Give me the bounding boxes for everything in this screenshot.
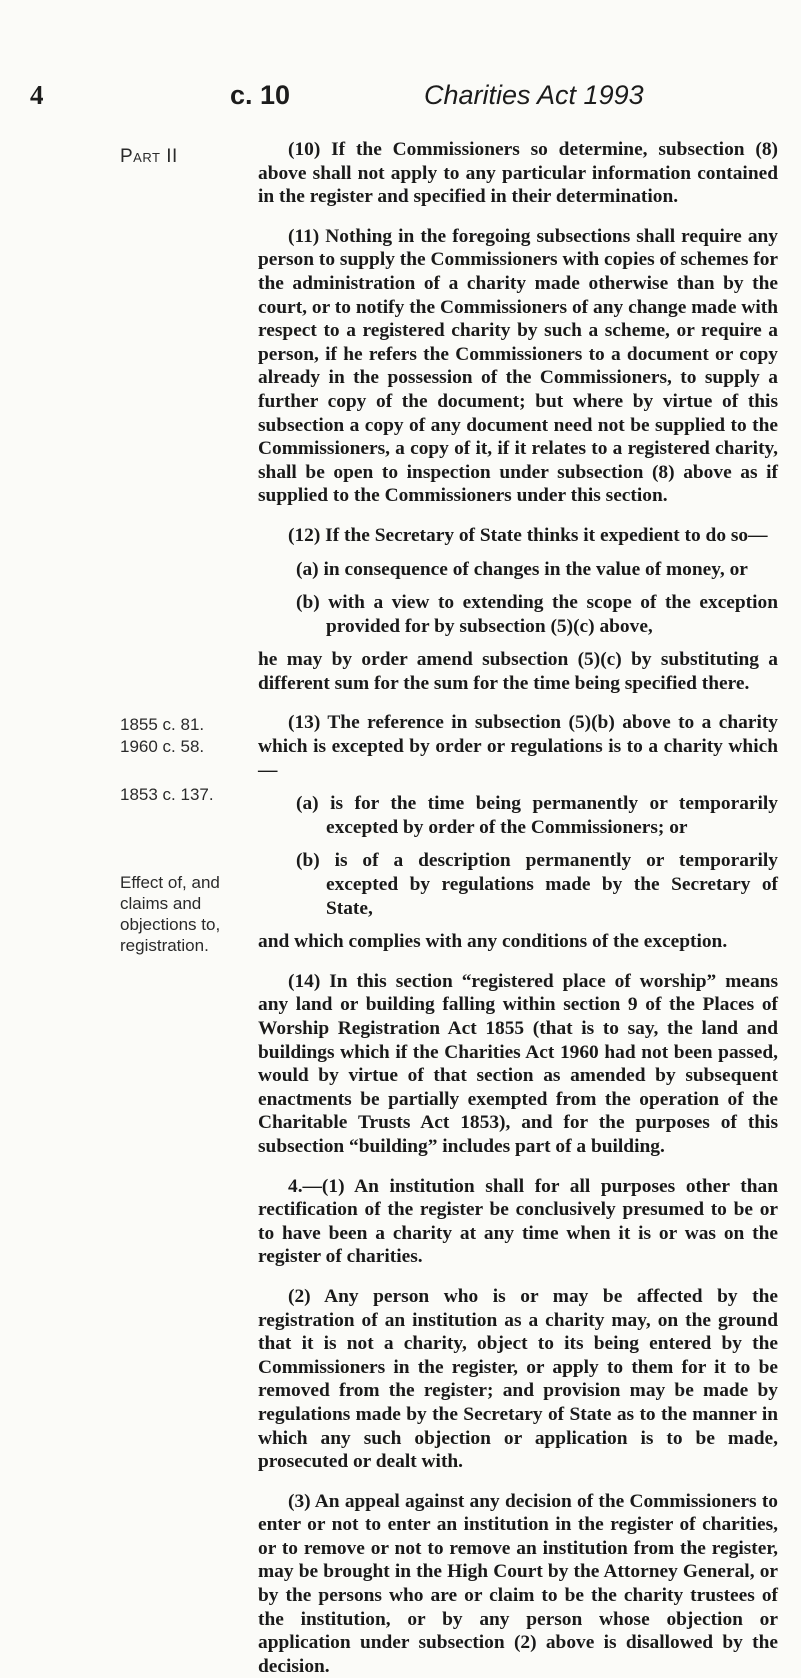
- section-4-3: (3) An appeal against any decision of the Commissioners to enter or not to enter an institution in the register of charities, or to remove or not to remove an institution from the register, may be brought in the High Court by the Attorney General, or by the persons who are or claim to be the charity trustees of the institution, or by any person whose objection or application under subsection (2) above is disallowed by the decision.: [258, 1490, 778, 1677]
- subsection-12-end: he may by order amend subsection (5)(c) by substituting a different sum for the sum for the time being specified there.: [258, 649, 778, 694]
- margin-section-note: Effect of, and claims and objections to, registration.: [120, 873, 221, 955]
- margin-ref-1853: 1853 c. 137.: [120, 785, 214, 804]
- act-title: Charities Act 1993: [424, 80, 644, 110]
- margin-ref-1855: 1855 c. 81.: [120, 715, 205, 734]
- subsection-10: (10) If the Commissioners so determine, subsection (8) above shall not apply to any particular information contained in the register and specified in their determination.: [258, 139, 778, 208]
- subsection-12-b: (b) with a view to extending the scope of the exception provided for by subsection (5)(c) above,: [296, 592, 778, 637]
- subsection-13-end: and which complies with any conditions of the exception.: [258, 931, 728, 953]
- margin-ref-1960: 1960 c. 58.: [120, 737, 205, 756]
- subsection-13-b: (b) is of a description permanently or temporarily excepted by regulations made by the Secretary of State,: [296, 850, 778, 919]
- section-4-1: 4.—(1) An institution shall for all purposes other than rectification of the register be conclusively presumed to be or to have been a charity at any time when it is or was on the register of charities.: [258, 1175, 778, 1268]
- subsection-14: (14) In this section “registered place of worship” means any land or building falling within section 9 of the Places of Worship Registration Act 1855 (that is to say, the land and buildings which if the Charities Act 1960 had not been passed, would by virtue of that section as amended by subsequent enactments be partially exempted from the operation of the Charitable Trusts Act 1853), and for the purposes of this subsection “building” includes part of a building.: [258, 970, 778, 1157]
- subsection-13-a: (a) is for the time being permanently or temporarily excepted by order of the Commissioners; or: [296, 793, 778, 838]
- subsection-11: (11) Nothing in the foregoing subsections shall require any person to supply the Commissioners with copies of schemes for the administration of a charity made otherwise than by the court, or to notify the Commissioners of any change made with respect to a registered charity by such a scheme, or require a person, if he refers the Commissioners to a document or copy already in the possession of the Commissioners, to supply a further copy of the document; but where by virtue of this subsection a copy of any document need not be supplied to the Commissioners, a copy of it, if it relates to a registered charity, shall be open to inspection under subsection (8) above as if supplied to the Commissioners under this section.: [258, 225, 778, 507]
- body-text: [258, 138, 778, 1678]
- subsection-12-intro: (12) If the Secretary of State thinks it expedient to do so—: [288, 524, 768, 546]
- part-label: Part II: [120, 146, 178, 167]
- section-4-2: (2) Any person who is or may be affected by the registration of an institution as a charity may, on the ground that it is not a charity, object to its being entered by the Commissioners in the register, or apply to them for it to be removed from the register; and provision may be made by regulations made by the Secretary of State as to the manner in which any such objection or application is to be made, prosecuted or dealt with.: [258, 1285, 778, 1473]
- chapter-reference: c. 10: [230, 80, 291, 110]
- page-number: 4: [30, 80, 44, 110]
- subsection-13-intro: (13) The reference in subsection (5)(b) above to a charity which is excepted by order or regulations is to a charity which—: [258, 712, 778, 781]
- subsection-12-a: (a) in consequence of changes in the value of money, or: [296, 558, 748, 580]
